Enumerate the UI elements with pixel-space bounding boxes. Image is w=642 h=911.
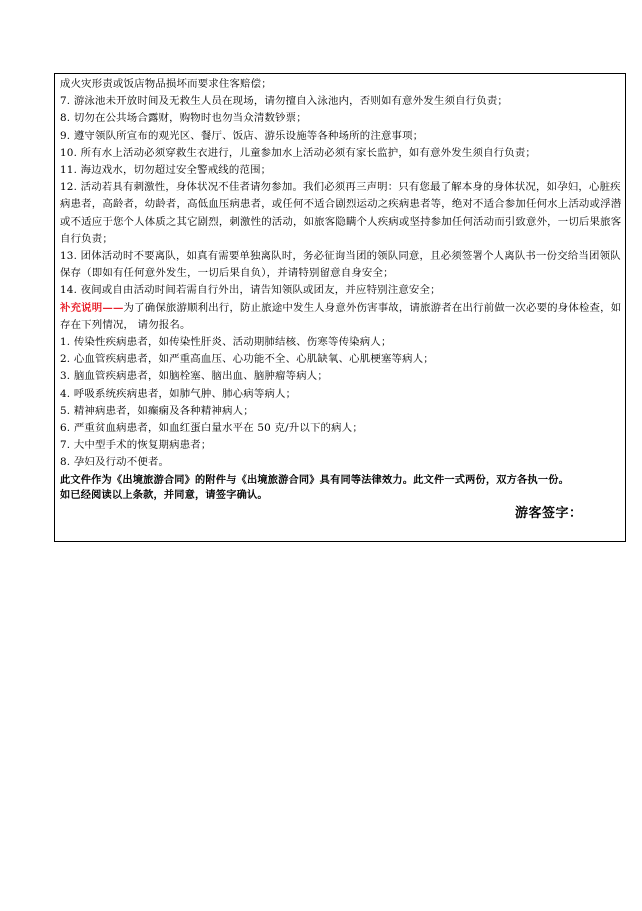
condition-3: 3. 脑血管疾病患者，如脑栓塞、脑出血、脑肿瘤等病人； bbox=[60, 370, 328, 383]
supplement-label: 补充说明—— bbox=[60, 301, 124, 314]
condition-5: 5. 精神病患者，如癫痫及各种精神病人； bbox=[60, 404, 254, 417]
clause-14: 14. 夜间或自由活动时间若需自行外出，请告知领队或团友，并应特别注意安全； bbox=[60, 284, 441, 297]
condition-8: 8. 孕妇及行动不便者。 bbox=[60, 456, 170, 469]
supplement-paragraph bbox=[60, 300, 623, 334]
closing-confirmation: 如已经阅读以上条款，并同意，请签字确认。 bbox=[60, 488, 268, 501]
clause-text: 成火灾形责或饭店物品损坏而要求住客赔偿； bbox=[60, 78, 272, 90]
condition-6: 6. 严重贫血病患者，如血红蛋白量水平在 50 克/升以下的病人； bbox=[60, 422, 363, 435]
condition-2: 2. 心血管疾病患者，如严重高血压、心功能不全、心肌缺氧、心肌梗塞等病人； bbox=[60, 353, 434, 366]
clause-8: 8. 切勿在公共场合露财，购物时也勿当众清数钞票； bbox=[60, 112, 307, 125]
supplement-text: 为了确保旅游顺利出行，防止旅途中发生人身意外伤害事故，请旅游者在出行前做一次必要的身体检查，如存在下列情况， 请勿报名。 bbox=[60, 301, 622, 331]
condition-1: 1. 传染性疾病患者，如传染性肝炎、活动期肺结核、伤寒等传染病人； bbox=[60, 336, 392, 349]
clause-7: 7. 游泳池未开放时间及无救生人员在现场，请勿擅自入泳池内，否则如有意外发生须自行负责； bbox=[60, 95, 509, 108]
condition-4: 4. 呼吸系统疾病患者，如肺气肿、肺心病等病人； bbox=[60, 387, 297, 400]
closing-statement: 此文件作为《出境旅游合同》的附件与《出境旅游合同》具有同等法律效力。此文件一式两份，双方各执一份。 bbox=[60, 473, 569, 486]
signature-label: 游客签字： bbox=[515, 506, 583, 521]
document-body bbox=[60, 76, 623, 503]
clause-11: 11. 海边戏水，切勿超过安全警戒线的范围； bbox=[60, 164, 272, 177]
condition-7: 7. 大中型手术的恢复期病患者； bbox=[60, 439, 212, 452]
clause-10: 10. 所有水上活动必须穿救生衣进行，儿童参加水上活动必须有家长监护，如有意外发生须自行负责； bbox=[60, 146, 537, 159]
clause-13: 13. 团体活动时不要离队，如真有需要单独离队时，务必征询当团的领队同意，且必须签署个人离队书一份交给当团领队保存（即如有任何意外发生，一切后果自负），并请特别留意自身安全； bbox=[60, 250, 621, 280]
clause-12: 12. 活动若具有刺激性，身体状况不佳者请勿参加。我们必须再三声明：只有您最了解本身的身体状况，如孕妇，心脏疾病患者，高龄者，幼龄者，高低血压病患者，或任何不适合剧烈运动之疾病患者等，绝对不适合参加任何水上活动或浮潜或不适应于您个人体质之其它剧烈，刺激性的活动，如旅客隐瞒个人疾病或坚持参加任何活动而引致意外，一切后果旅客自行负责； bbox=[60, 181, 622, 245]
clause-9: 9. 遵守领队所宣布的观光区、餐厅、饭店、游乐设施等各种场所的注意事项； bbox=[60, 129, 424, 142]
